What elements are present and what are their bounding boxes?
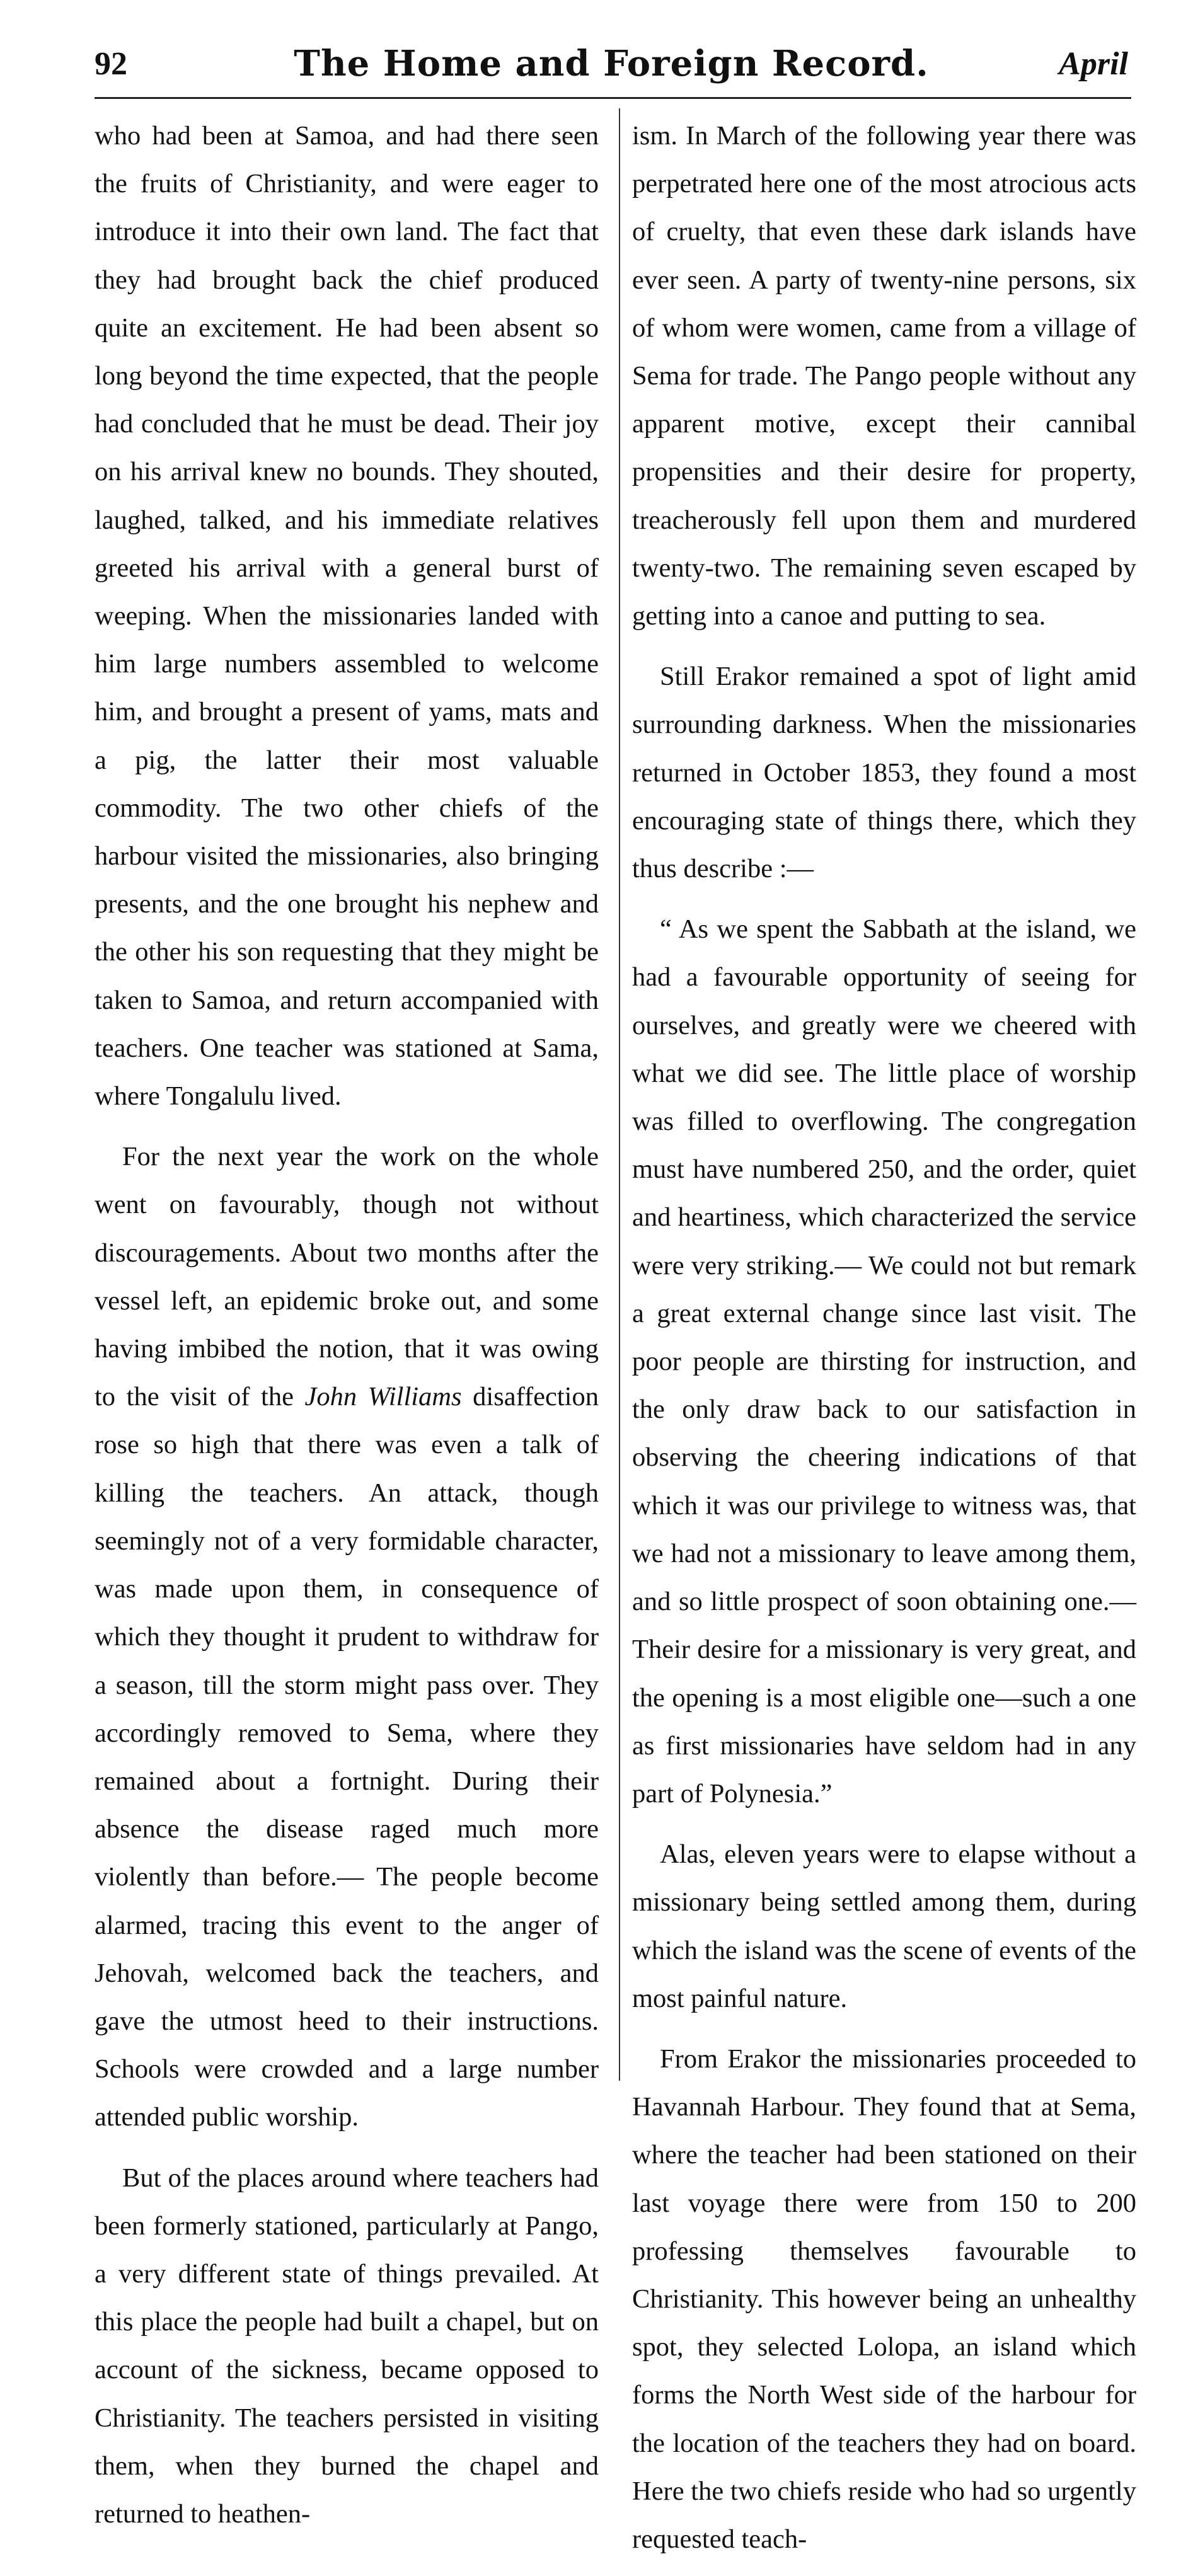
quoted-paragraph: “ As we spent the Sabbath at the island, we had a favourable opportunity of seeing for ourselves, and greatly were we cheered with what we did see. The little place of worship was filled to overflowing. The congregation must have numbered 250, and the order, quiet and heartiness, which characterized the service were very striking.— We could not but remark a great external change since last visit. The poor people are thirsting for instruction, and the only draw back to our satisfaction in observing the cheering indications of that which it was our privilege to witness was, that we had not a missionary to leave among them, and so little prospect of soon obtaining one.— Their desire for a missionary is very great, and the opening is a most eligible one—such a one as first missionaries have seldom had in any part of Polynesia.” bbox=[632, 914, 1136, 1808]
ship-name: John Williams bbox=[304, 1382, 462, 1412]
column-divider bbox=[619, 108, 620, 2081]
issue-month: April bbox=[1059, 46, 1128, 82]
page-number: 92 bbox=[95, 46, 127, 82]
paragraph-text: For the next year the work on the whole went on favourably, though not without discouragements. About two months after the vessel left, an epidemic broke out, and some having imbibed the notion, that it was owing to the visit of the bbox=[95, 1142, 599, 1412]
paragraph bbox=[95, 1133, 599, 2141]
paragraph: who had been at Samoa, and had there seen the fruits of Christianity, and were eager to introduce it into their own land. The fact that they had brought back the chief produced quite an excitement. He had been absent so long beyond the time expected, that the people had concluded that he must be dead. Their joy on his arrival knew no bounds. They shouted, laughed, talked, and his immediate relatives greeted his arrival with a general burst of weeping. When the missionaries landed with him large numbers assembled to welcome him, and brought a present of yams, mats and a pig, the latter their most valuable commodity. The two other chiefs of the harbour visited the missionaries, also bringing presents, and the one brought his nephew and the other his son requesting that they might be taken to Samoa, and return accompanied with teachers. One teacher was stationed at Sama, where Tongalulu lived. bbox=[95, 121, 599, 1112]
paragraph: ism. In March of the following year there was perpetrated here one of the most atrocious acts of cruelty, that even these dark islands have ever seen. A party of twenty-nine persons, six of whom were women, came from a village of Sema for trade. The Pango people without any apparent motive, except their cannibal propensities and their desire for property, treacherously fell upon them and murdered twenty-two. The remaining seven escaped by getting into a canoe and putting to sea. bbox=[632, 121, 1136, 631]
paragraph: But of the places around where teachers had been formerly stationed, particularly at Pango, a very different state of things prevailed. At this place the people had built a chapel, but on account of the sickness, became opposed to Christianity. The teachers persisted in visiting them, when they burned the chapel and returned to heathen- bbox=[95, 2163, 599, 2529]
right-column bbox=[632, 112, 1136, 2576]
paragraph: Still Erakor remained a spot of light amid surrounding darkness. When the missionaries returned in October 1853, they found a most encouraging state of things there, which they thus describe :— bbox=[632, 662, 1136, 884]
paragraph-text: disaffection rose so high that there was even a talk of killing the teachers. An attack, though seemingly not of a very formidable character, was made upon them, in consequence of which they thought it prudent to withdraw for a season, till the storm might pass over. They accordingly removed to Sema, where they remained about a fortnight. During their absence the disease raged much more violently than before.— The people become alarmed, tracing this event to the anger of Jehovah, welcomed back the teachers, and gave the utmost heed to their instructions. Schools were crowded and a large number attended public worship. bbox=[95, 1382, 599, 2132]
paragraph: Alas, eleven years were to elapse without a missionary being settled among them, during which the island was the scene of events of the most painful nature. bbox=[632, 1839, 1136, 2013]
left-column bbox=[95, 112, 599, 2551]
journal-title: The Home and Foreign Record. bbox=[294, 43, 929, 84]
paragraph: From Erakor the missionaries proceeded to Havannah Harbour. They found that at Sema, where the teacher had been stationed on their last voyage there were from 150 to 200 professing themselves favourable to Christianity. This however being an unhealthy spot, they selected Lolopa, an island which forms the North West side of the harbour for the location of the teachers they had on board. Here the two chiefs reside who had so urgently requested teach- bbox=[632, 2044, 1136, 2554]
header-rule bbox=[95, 97, 1131, 99]
page-header bbox=[95, 33, 1128, 102]
